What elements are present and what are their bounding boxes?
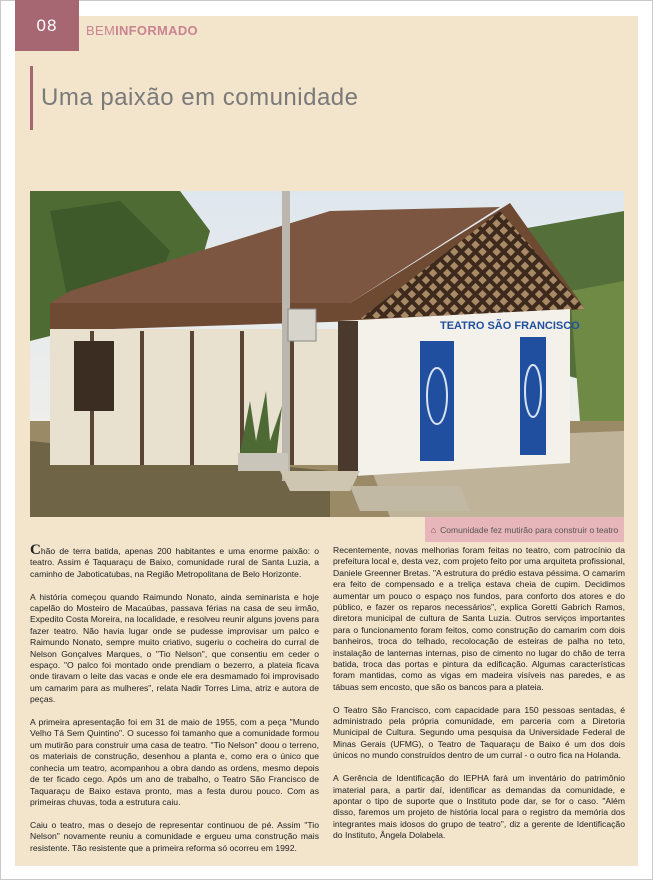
caption-marker-icon: ⌂	[430, 524, 437, 535]
caption-text: Comunidade fez mutirão para construir o teatro	[440, 524, 619, 535]
article-photo	[30, 191, 624, 517]
article-title: Uma paixão em comunidade	[41, 84, 359, 111]
article-paragraph: A primeira apresentação foi em 31 de maio de 1955, com a peça "Mundo Velho Tá Sem Quintino". O sucesso foi tamanho que a comunidade formou um mutirão para construir uma casa de teatro. "Tio Nelson" doou o terreno, os materiais de construção, desenhou a planta e, como era o único que conhecia um teatro, acompanhou a obra dando as ordens, mesmo depois de ter ficado cego. Após um ano de trabalho, o Teatro São Francisco de Taquaraçu de Baixo estava pronto, mas a festa durou pouco. Com as primeiras chuvas, toda a estrutura caiu.	[30, 717, 319, 807]
article-column-left	[30, 542, 319, 865]
article-paragraph: O Teatro São Francisco, com capacidade para 150 pessoas sentadas, é administrado pela própria comunidade, em parceria com a Diretoria Municipal de Cultura. Segundo uma pesquisa da Universidade Federal de Minas Gerais (UFMG), o Teatro de Taquaraçu de Baixo é um dos dois únicos no mundo construídos dentro de um curral - o outro fica na Holanda.	[333, 704, 625, 761]
drop-cap: C	[30, 542, 41, 558]
paragraph-text: hão de terra batida, apenas 200 habitantes e uma enorme paixão: o teatro. Assim é Taquaraçu de Baixo, comunidade rural de Santa Luzia, a caminho de Jaboticatubas, na Região Metropolitana de Belo Horizonte.	[30, 546, 319, 579]
article-paragraph	[30, 542, 319, 580]
title-accent-bar	[30, 66, 33, 130]
article-column-right	[333, 545, 625, 853]
section-label	[86, 23, 198, 38]
page-number: 08	[15, 0, 79, 51]
section-label-bold: INFORMADO	[115, 23, 198, 38]
article-paragraph: Recentemente, novas melhorias foram feitas no teatro, com patrocínio da prefeitura local e, desta vez, com projeto feito por uma arquiteta profissional, Daniele Greenner Bretas. "A estrutura do prédio estava péssima. O camarim era feito de compensado e a treliça estava cheia de cupim. Decidimos aumentar um pouco o espaço nos fundos, para conforto dos atores e do público, e fazer os reparos necessários", explica Goretti Gabrich Ramos, diretora municipal de cultura de Santa Luzia. Outros serviços importantes para o funcionamento foram feitos, como construção do camarim com dois banheiros, troca do telhado, recolocação de esteiras de palha no teto, instalação de lanternas internas, piso de cimento no lugar do chão de terra batida, troca das portas e pintura da edificação. Algumas características foram mantidas, como as vigas em madeira visíveis nas paredes, e as tábuas sem encosto, que são os bancos para a plateia.	[333, 545, 625, 692]
theater-sign: TEATRO SÃO FRANCISCO	[440, 320, 580, 332]
photo-caption	[425, 517, 624, 542]
section-label-light: BEM	[86, 23, 116, 38]
article-paragraph: A história começou quando Raimundo Nonato, ainda seminarista e hoje capelão do Mosteiro de Macaúbas, passava férias na casa de seu irmão, Expedito Costa Moreira, na localidade, e resolveu reunir alguns jovens para fazer teatro. Não havia lugar onde se pudesse improvisar um palco e Raimundo Nonato, sempre muito criativo, sugeriu o cocheira do curral de Nelson Gonçalves Marques, o "Tio Nelson", que consentiu em ceder o espaço. "O palco foi montado onde prendiam o bezerro, a plateia ficava onde tiravam o leite das vacas e onde ele era desmamado foi improvisado um camarim para as mulheres", relata Nadir Torres Lima, atriz e autora de peças.	[30, 591, 319, 705]
article-paragraph: Caiu o teatro, mas o desejo de representar continuou de pé. Assim "Tio Nelson" novamente reuniu a comunidade e ergueu uma construção mais resistente. Tão resistente que a primeira reforma só ocorreu em 1992.	[30, 819, 319, 853]
article-paragraph: A Gerência de Identificação do IEPHA fará um inventário do patrimônio imaterial para, a partir daí, identificar as demandas da comunidade, e apontar o tipo de suporte que o Instituto pode dar, se for o caso. "Além disso, faremos um projeto de história local para o registro da memória dos integrantes mais idosos do grupo de teatro", diz a gerente de Identificação do Instituto, Ângela Dolabela.	[333, 773, 625, 841]
